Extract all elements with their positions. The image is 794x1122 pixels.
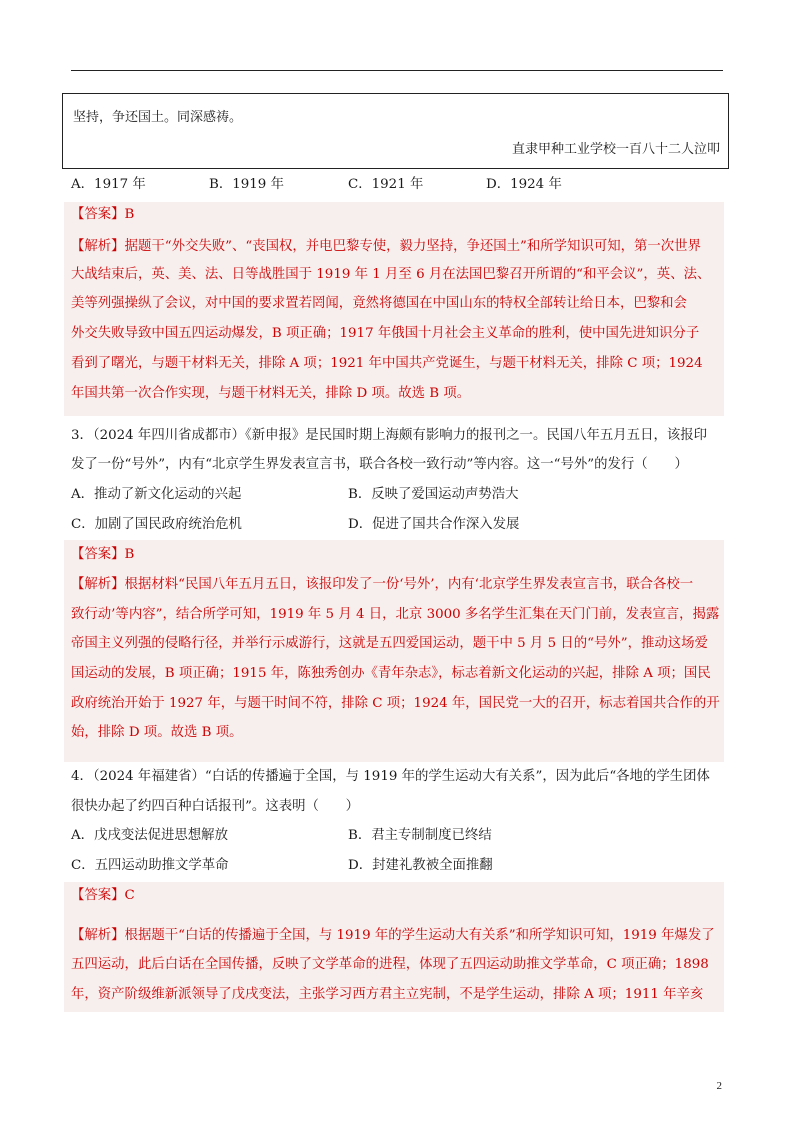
q3-option-a: A．推动了新文化运动的兴起 — [71, 487, 242, 502]
q4-option-d: D．封建礼教被全面推翻 — [348, 858, 493, 873]
q4-answer: 【答案】C — [71, 888, 135, 903]
q3-stem-line: 3．（2024 年四川省成都市）《新申报》是民国时期上海颇有影响力的报刊之一。民国八年五月五日，该报印 — [71, 428, 708, 443]
q3-analysis-line: 国运动的发展，B 项正确；1915 年，陈独秀创办《青年杂志》，标志着新文化运动的兴起，排除 A 项；国民 — [71, 666, 711, 681]
q3-analysis-line: 致行动’等内容”，结合所学可知，1919 年 5 月 4 日，北京 3000 多名学生汇集在天门门前，发表宣言，揭露 — [71, 607, 720, 622]
q4-option-b: B．君主专制制度已终结 — [348, 828, 492, 843]
q2-option-d: D．1924 年 — [486, 177, 562, 192]
q4-analysis-line: 五四运动，此后白话在全国传播，反映了文学革命的进程，体现了五四运动助推文学革命，C 项正确；1898 — [71, 957, 709, 972]
header-rule — [71, 70, 723, 71]
q4-option-c: C．五四运动助推文学革命 — [71, 858, 229, 873]
q3-analysis-line: 始，排除 D 项。故选 B 项。 — [71, 725, 243, 740]
q3-answer: 【答案】B — [71, 547, 135, 562]
q2-analysis-line: 外交失败导致中国五四运动爆发，B 项正确；1917 年俄国十月社会主义革命的胜利，使中国先进知识分子 — [71, 326, 700, 341]
q4-analysis-line: 【解析】根据题干“白话的传播遍于全国，与 1919 年的学生运动大有关系”和所学知识可知，1919 年爆发了 — [71, 928, 715, 943]
q2-answer: 【答案】B — [71, 207, 135, 222]
q2-analysis-line: 年国共第一次合作实现，与题干材料无关，排除 D 项。故选 B 项。 — [71, 386, 471, 401]
q3-analysis-line: 【解析】根据材料“民国八年五月五日，该报印发了一份‘号外’，内有‘北京学生界发表宣言书，联合各校一 — [71, 577, 694, 592]
q4-stem-line: 4．（2024 年福建省）“白话的传播遍于全国，与 1919 年的学生运动大有关系”，因为此后“各地的学生团体 — [71, 769, 710, 784]
q4-analysis-line: 年，资产阶级维新派领导了戊戌变法，主张学习西方君主立宪制，不是学生运动，排除 A 项；1911 年辛亥 — [71, 987, 704, 1002]
material-text: 坚持，争还国土。同深感祷。 — [73, 110, 243, 125]
q3-option-b: B．反映了爱国运动声势浩大 — [348, 487, 519, 502]
q2-analysis-line: 【解析】据题干“外交失败”、“丧国权，并电巴黎专使，毅力坚持，争还国土”和所学知识可知，第一次世界 — [71, 239, 701, 254]
material-box — [62, 93, 729, 169]
page-number: 2 — [716, 1080, 722, 1092]
q2-option-b: B．1919 年 — [209, 177, 284, 192]
q3-analysis-line: 帝国主义列强的侵略行径，并举行示威游行，这就是五四爱国运动，题干中 5 月 5 日的“号外”，推动这场爱 — [71, 636, 708, 651]
q2-analysis-line: 看到了曙光，与题干材料无关，排除 A 项；1921 年中国共产党诞生，与题干材料无关，排除 C 项；1924 — [71, 356, 703, 371]
q3-analysis-line: 政府统治开始于 1927 年，与题干时间不符，排除 C 项；1924 年，国民党一大的召开，标志着国共合作的开 — [71, 696, 720, 711]
q4-option-a: A．戊戌变法促进思想解放 — [71, 828, 228, 843]
q2-analysis-line: 大战结束后，英、美、法、日等战胜国于 1919 年 1 月至 6 月在法国巴黎召开所谓的“和平会议”，英、法、 — [71, 267, 711, 282]
q3-option-c: C．加剧了国民政府统治危机 — [71, 517, 242, 532]
material-signature: 直隶甲种工业学校一百八十二人泣叩 — [511, 142, 720, 157]
q3-stem-line: 发了一份“号外”，内有“北京学生界发表宣言书，联合各校一致行动”等内容。这一“号外”的发行（ ） — [71, 457, 688, 472]
q2-option-c: C．1921 年 — [348, 177, 424, 192]
q2-option-a: A．1917 年 — [71, 177, 146, 192]
q2-analysis-line: 美等列强操纵了会议，对中国的要求置若罔闻，竟然将德国在中国山东的特权全部转让给日本，巴黎和会 — [71, 296, 687, 311]
q3-option-d: D．促进了国共合作深入发展 — [348, 517, 520, 532]
q4-stem-line: 很快办起了约四百种白话报刊”。这表明（ ） — [71, 799, 360, 814]
